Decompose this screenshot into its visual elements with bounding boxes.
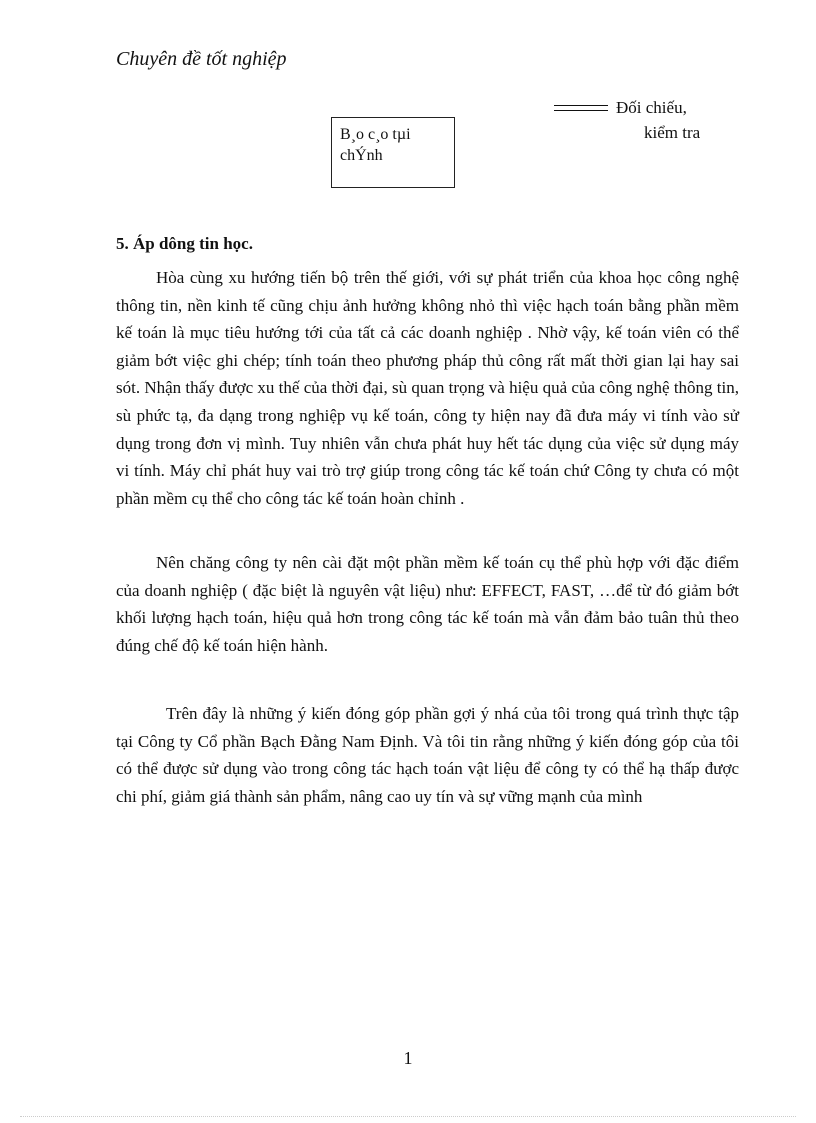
flow-arrow-line bbox=[554, 105, 608, 106]
side-note-line-2: kiểm tra bbox=[644, 123, 701, 142]
paragraph-2: Nên chăng công ty nên cài đặt một phần mềm kế toán cụ thể phù hợp với đặc điểm của doanh nghiệp ( đặc biệt là nguyên vật liệu) như: EFFECT, FAST, …để từ đó giảm bớt khối lượng hạch toán, hiệu quả hơn trong công tác kế toán mà vẫn đảm bảo tuân thủ theo đúng chế độ kế toán hiện hành. bbox=[116, 553, 739, 655]
side-note-line-1: Đối chiếu, bbox=[616, 98, 687, 117]
report-box-line-2: chÝnh bbox=[340, 147, 383, 164]
footer-divider bbox=[20, 1116, 796, 1117]
flow-side-note bbox=[616, 95, 700, 145]
financial-report-box bbox=[331, 117, 455, 188]
paragraph-3: Trên đây là những ý kiến đóng góp phần gợi ý nhá của tôi trong quá trình thực tập tại Công ty Cổ phần Bạch Đằng Nam Định. Và tôi tin rằng những ý kiến đóng góp của tôi có thể được sử dụng vào trong công tác hạch toán vật liệu để công ty có thể hạ thấp được chi phí, giảm giá thành sản phẩm, nâng cao uy tín và sự vững mạnh của mình bbox=[116, 704, 739, 806]
page-header: Chuyên đề tốt nghiệp bbox=[116, 48, 287, 70]
report-box-line-1: B¸o c¸o tµi bbox=[340, 126, 411, 143]
page-number: 1 bbox=[403, 1048, 413, 1068]
section-heading: 5. Áp dông tin học. bbox=[116, 234, 253, 253]
paragraph-1: Hòa cùng xu hướng tiến bộ trên thế giới, với sự phát triển của khoa học công nghệ thông tin, nền kinh tế cũng chịu ảnh hưởng không nhỏ thì việc hạch toán bằng phần mềm kế toán là mục tiêu hướng tới của tất cả các doanh nghiệp . Nhờ vậy, kế toán viên có thể giảm bớt việc ghi chép; tính toán theo phương pháp thủ công rất mất thời gian lại hay sai sót. Nhận thấy được xu thế của thời đại, sù quan trọng và hiệu quả của công nghệ thông tin, sù phức tạ, đa dạng trong nghiệp vụ kế toán, công ty hiện nay đã đưa máy vi tính vào sử dụng trong đơn vị mình. Tuy nhiên vẫn chưa phát huy hết tác dụng của việc sử dụng máy vi tính. Máy chỉ phát huy vai trò trợ giúp trong công tác kế toán chứ Công ty chưa có một phần mềm cụ thể cho công tác kế toán hoàn chỉnh . bbox=[116, 268, 739, 508]
